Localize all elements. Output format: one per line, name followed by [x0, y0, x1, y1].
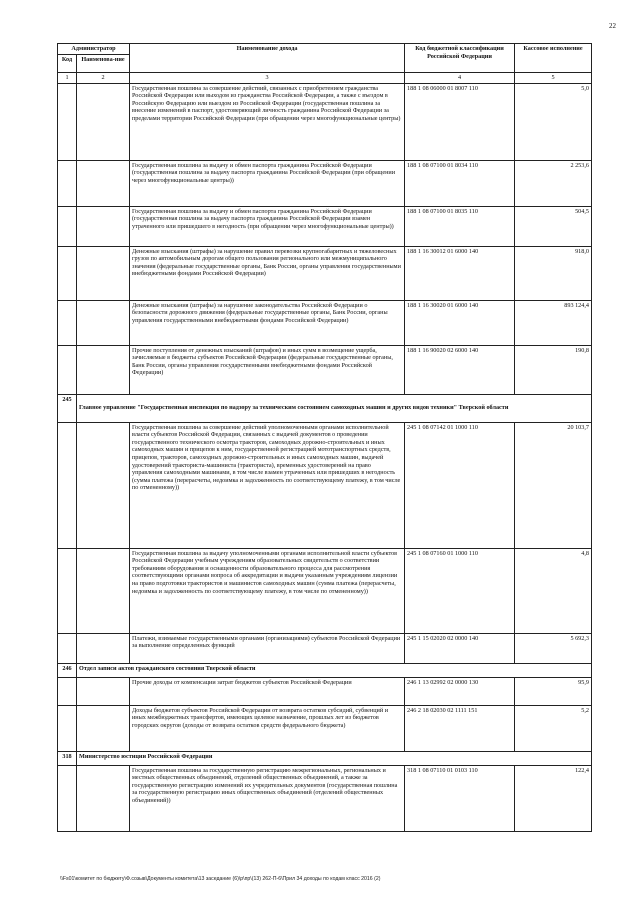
table-row	[58, 765, 592, 831]
empty-code-cell	[58, 422, 77, 548]
cash-execution-amount: 190,8	[515, 345, 592, 394]
empty-admin-name-cell	[77, 765, 130, 831]
empty-admin-name-cell	[77, 160, 130, 206]
admin-name: Министерство юстиции Российской Федерации	[77, 751, 592, 765]
income-table	[57, 43, 592, 832]
header-code: Код	[58, 55, 77, 73]
col-num-5: 5	[515, 73, 592, 84]
empty-code-cell	[58, 705, 77, 751]
header-row-1	[58, 44, 592, 55]
table-row	[58, 677, 592, 705]
income-name: Доходы бюджетов субъектов Российской Федерации от возврата остатков субсидий, субвенций и иных межбюджетных трансфертов, имеющих целевое назначение, прошлых лет из бюджетов городских округов (доходы от возврата остатков средств федерального бюджета)	[130, 705, 405, 751]
empty-code-cell	[58, 548, 77, 633]
kbk-code: 188 1 08 07100 01 8035 110	[405, 206, 515, 246]
kbk-code: 245 1 08 07142 01 1000 110	[405, 422, 515, 548]
kbk-code: 246 1 13 02992 02 0000 130	[405, 677, 515, 705]
table-row	[58, 345, 592, 394]
empty-admin-name-cell	[77, 345, 130, 394]
cash-execution-amount: 122,4	[515, 765, 592, 831]
col-num-2: 2	[77, 73, 130, 84]
empty-code-cell	[58, 765, 77, 831]
kbk-code: 245 1 08 07160 01 1000 110	[405, 548, 515, 633]
admin-group-row	[58, 751, 592, 765]
admin-name: Отдел записи актов гражданского состояния Тверской области	[77, 663, 592, 677]
header-income-name: Наименование дохода	[130, 44, 405, 73]
empty-code-cell	[58, 206, 77, 246]
cash-execution-amount: 95,9	[515, 677, 592, 705]
cash-execution-amount: 5 692,3	[515, 633, 592, 663]
header-name-short: Наименова-ние	[77, 55, 130, 73]
empty-admin-name-cell	[77, 246, 130, 300]
cash-execution-amount: 918,0	[515, 246, 592, 300]
cash-execution-amount: 504,5	[515, 206, 592, 246]
empty-admin-name-cell	[77, 83, 130, 160]
kbk-code: 188 1 08 06000 01 8007 110	[405, 83, 515, 160]
income-name: Платежи, взимаемые государственными органами (организациями) субъектов Российской Федерации за выполнение определенных функций	[130, 633, 405, 663]
table-row	[58, 300, 592, 345]
header-kbk: Код бюджетной классификации Российской Федерации	[405, 44, 515, 73]
kbk-code: 188 1 16 90020 02 6000 140	[405, 345, 515, 394]
empty-admin-name-cell	[77, 633, 130, 663]
cash-execution-amount: 5,2	[515, 705, 592, 751]
empty-admin-name-cell	[77, 548, 130, 633]
kbk-code: 246 2 18 02030 02 1111 151	[405, 705, 515, 751]
income-name: Денежные взыскания (штрафы) за нарушение законодательства Российской Федерации о безопасности дорожного движения (федеральные государственные органы, Банк России, органы управления государственными внебюджетными фондами Российской Федерации)	[130, 300, 405, 345]
file-path-footer: \\Fs01\комитет по бюджету\Ф.созыв\Документы комитета\13 заседание (6)\р\пр\(13) 262-П-6\Прил 34 доходы по кодам класс 2016 (2)	[60, 876, 381, 882]
kbk-code: 188 1 08 07100 01 8034 110	[405, 160, 515, 206]
empty-admin-name-cell	[77, 677, 130, 705]
empty-code-cell	[58, 677, 77, 705]
admin-code: 246	[58, 663, 77, 677]
income-name: Государственная пошлина за совершение действий уполномоченными органами исполнительной власти субъектов Российской Федерации, связанных с выдачей документов о проведении государственного технического осмотра тракторов, самоходных дорожно-строительных и иных самоходных машин и прицепов к ним, государственной регистрацией мототранспортных средств, прицепов, тракторов, самоходных дорожно-строительных и иных самоходных машин, выдачей удостоверений тракториста-машиниста (тракториста), временных удостоверений на право управления самоходными машинами, в том числе взамен утраченных или пришедших в негодность (сумма платежа (перерасчеты, недоимка и задолженность по соответствующему платежу, в том числе по отмененному))	[130, 422, 405, 548]
table-row	[58, 705, 592, 751]
col-num-1: 1	[58, 73, 77, 84]
admin-name: Главное управление "Государственная инспекция по надзору за техническим состоянием самоходных машин и других видов техники" Тверской области	[77, 394, 592, 422]
empty-admin-name-cell	[77, 422, 130, 548]
header-admin: Администратор	[58, 44, 130, 55]
empty-admin-name-cell	[77, 705, 130, 751]
admin-code: 245	[58, 394, 77, 422]
income-name: Прочие доходы от компенсации затрат бюджетов субъектов Российской Федерации	[130, 677, 405, 705]
empty-admin-name-cell	[77, 300, 130, 345]
income-name: Государственная пошлина за выдачу и обмен паспорта гражданина Российской Федерации (государственная пошлина за выдачу паспорта гражданина Российской Федерации взамен утраченного или пришедшего в негодность (при обращении через многофункциональные центры))	[130, 206, 405, 246]
cash-execution-amount: 4,8	[515, 548, 592, 633]
income-name: Денежные взыскания (штрафы) за нарушение правил перевозки крупногабаритных и тяжеловесных грузов по автомобильным дорогам общего пользования регионального или межмуниципального значения (федеральные государственные органы, Банк России, органы управления государственными внебюджетными фондами Российской Федерации)	[130, 246, 405, 300]
empty-code-cell	[58, 160, 77, 206]
empty-code-cell	[58, 300, 77, 345]
admin-code: 318	[58, 751, 77, 765]
empty-code-cell	[58, 633, 77, 663]
table-row	[58, 206, 592, 246]
table-row	[58, 83, 592, 160]
cash-execution-amount: 2 253,6	[515, 160, 592, 206]
income-name: Государственная пошлина за выдачу и обмен паспорта гражданина Российской Федерации (государственная пошлина за выдачу паспорта гражданина Российской Федерации (при обращении через многофункциональные центры))	[130, 160, 405, 206]
income-name: Государственная пошлина за совершение действий, связанных с приобретением гражданства Российской Федерации или выходом из гражданства Российской Федерации, а также с въездом в Российскую Федерацию или выездом из Российской Федерации (государственная пошлина за внесение изменений в паспорт, удостоверяющий личность гражданина Российской Федерации за пределами территории Российской Федерации (при обращении через многофункциональные центры)	[130, 83, 405, 160]
income-name: Прочие поступления от денежных взысканий (штрафов) и иных сумм в возмещение ущерба, зачисляемые в бюджеты субъектов Российской Федерации (федеральные государственные органы, Банк России, органы управления государственными внебюджетными фондами Российской Федерации)	[130, 345, 405, 394]
kbk-code: 188 1 16 30020 01 6000 140	[405, 300, 515, 345]
income-name: Государственная пошлина за государственную регистрацию межрегиональных, региональных и местных общественных объединений, отделений общественных объединений, а также за государственную регистрацию изменений их учредительных документов (государственная пошлина за государственную регистрацию иных общественных объединений (отделений общественных объединений))	[130, 765, 405, 831]
page-number: 22	[609, 22, 616, 30]
table-row	[58, 548, 592, 633]
cash-execution-amount: 5,0	[515, 83, 592, 160]
admin-group-row	[58, 394, 592, 422]
cash-execution-amount: 20 103,7	[515, 422, 592, 548]
table-row	[58, 422, 592, 548]
empty-code-cell	[58, 246, 77, 300]
col-num-3: 3	[130, 73, 405, 84]
table-row	[58, 160, 592, 206]
kbk-code: 188 1 16 30012 01 6000 140	[405, 246, 515, 300]
admin-group-row	[58, 663, 592, 677]
table-row	[58, 633, 592, 663]
empty-code-cell	[58, 83, 77, 160]
table-row	[58, 246, 592, 300]
empty-code-cell	[58, 345, 77, 394]
cash-execution-amount: 893 124,4	[515, 300, 592, 345]
kbk-code: 245 1 15 02020 02 0000 140	[405, 633, 515, 663]
empty-admin-name-cell	[77, 206, 130, 246]
column-number-row	[58, 73, 592, 84]
kbk-code: 318 1 08 07110 01 0103 110	[405, 765, 515, 831]
col-num-4: 4	[405, 73, 515, 84]
income-name: Государственная пошлина за выдачу уполномоченными органами исполнительной власти субъектов Российской Федерации учебным учреждениям образовательных свидетельств о соответствии требованиям оборудования и оснащенности образовательного процесса для рассмотрения соответствующими органами вопроса об аккредитации и выдачи указанным учреждениям лицензии на право подготовки трактористов и машинистов самоходных машин (сумма платежа (перерасчеты, недоимка и задолженность по соответствующему платежу, в том числе по отмененному))	[130, 548, 405, 633]
header-execution: Кассовое исполнение	[515, 44, 592, 73]
